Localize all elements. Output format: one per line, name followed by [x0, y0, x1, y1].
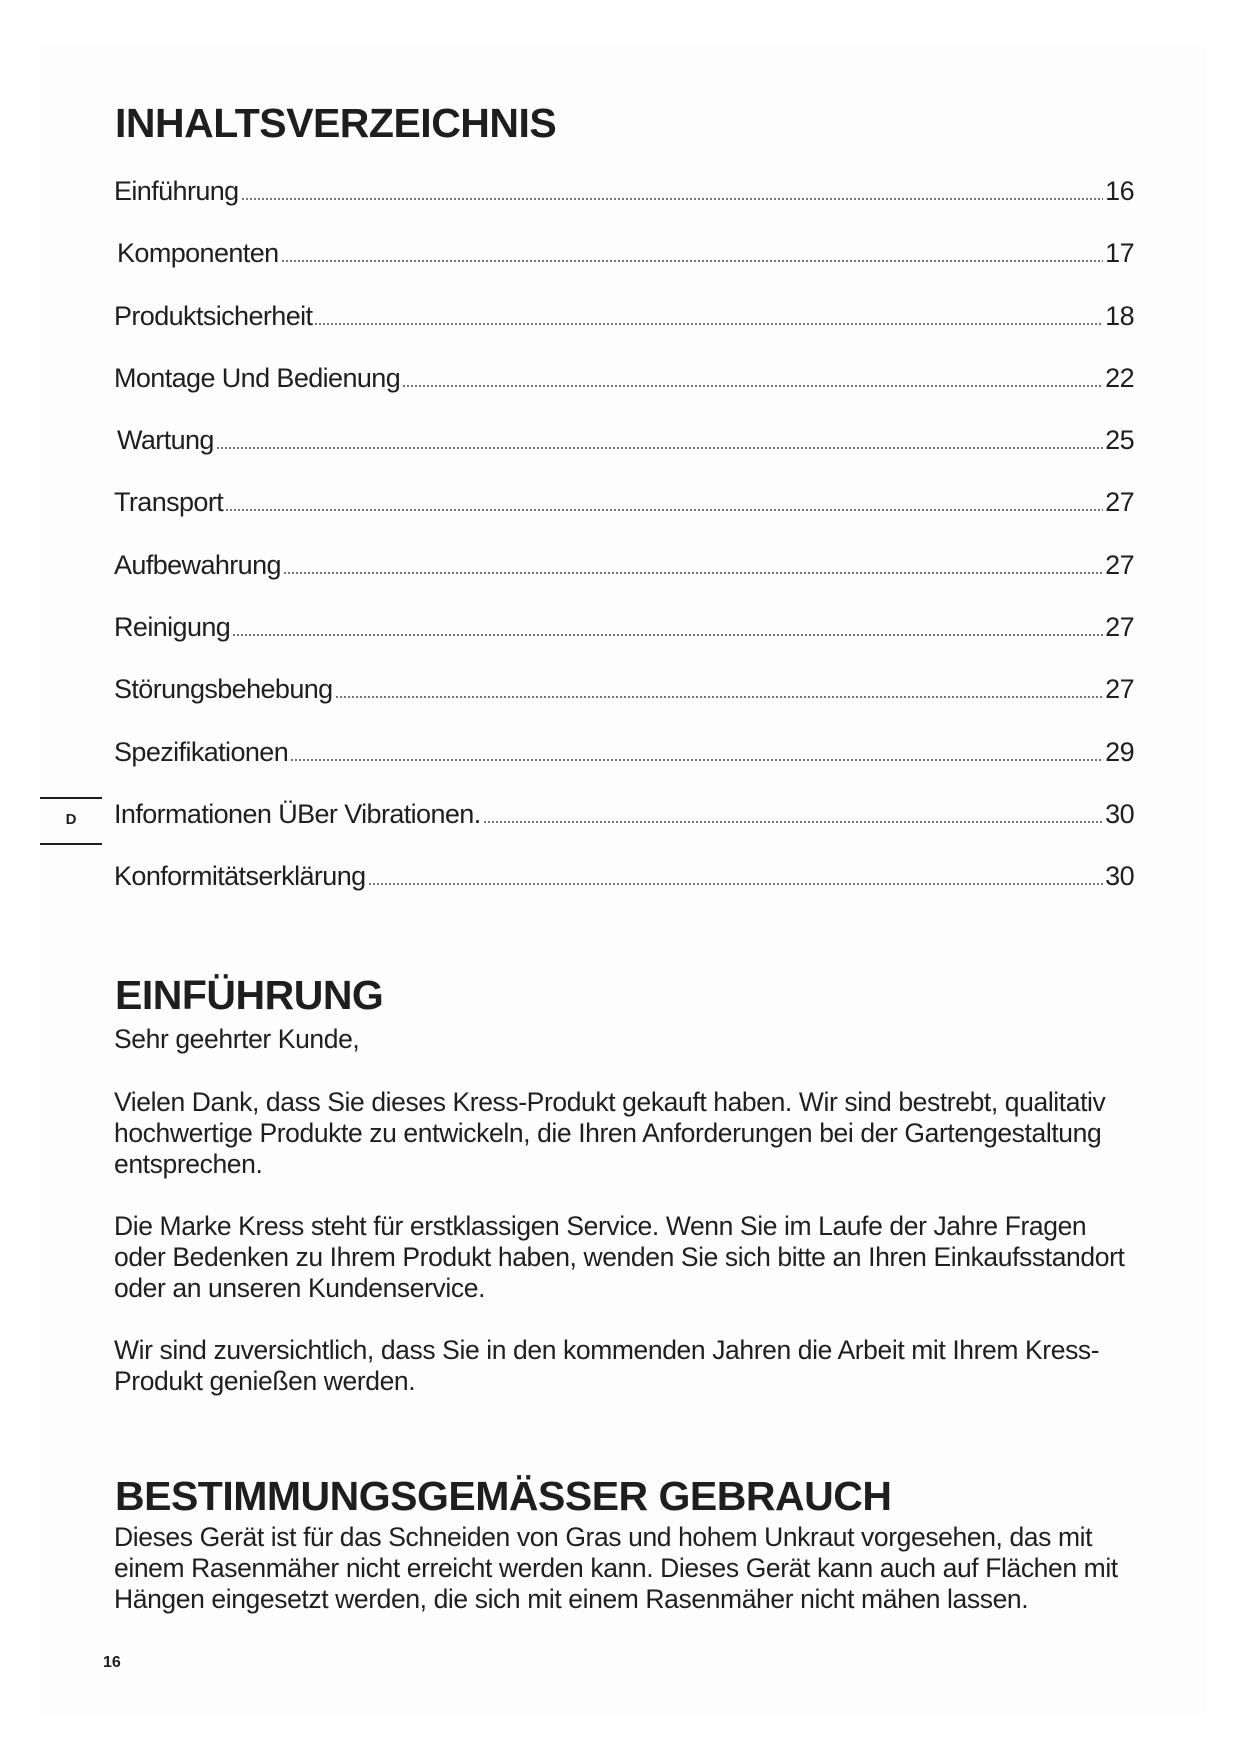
- toc-dot-leader: [335, 696, 1104, 698]
- toc-entry-vibrationen[interactable]: [114, 799, 1134, 861]
- toc-entry-label: Wartung: [117, 425, 214, 456]
- intro-paragraph: Die Marke Kress steht für erstklassigen Service. Wenn Sie im Laufe der Jahre Fragen oder Bedenken zu Ihrem Produkt haben, wenden Sie sich bitte an Ihren Einkaufsstandort oder an unseren Kundenservice.: [114, 1211, 1125, 1303]
- toc-entry-komponenten[interactable]: [114, 238, 1134, 300]
- toc-dot-leader: [225, 509, 1103, 511]
- intro-heading: EINFÜHRUNG: [115, 972, 384, 1018]
- toc-entry-page: 25: [1105, 425, 1134, 456]
- toc-dot-leader: [281, 260, 1104, 262]
- toc-entry-page: 16: [1105, 176, 1134, 206]
- toc-entry-page: 29: [1105, 736, 1134, 767]
- toc-entry-page: 18: [1105, 300, 1134, 331]
- toc-heading: INHALTSVERZEICHNIS: [115, 100, 557, 146]
- toc-entry-label: Transport: [114, 487, 224, 518]
- table-of-contents: [114, 176, 1134, 924]
- intended-use-paragraph: Dieses Gerät ist für das Schneiden von Gras und hohem Unkraut vorgesehen, das mit einem Rasenmäher nicht erreicht werden kann. Dieses Gerät kann auch auf Flächen mit Hängen eingesetzt werden, die sich mit einem Rasenmäher nicht mähen lassen.: [114, 1522, 1118, 1614]
- language-letter: D: [65, 811, 77, 828]
- toc-entry-page: 22: [1105, 362, 1134, 393]
- toc-dot-leader: [216, 447, 1103, 449]
- side-tab-rule: [40, 843, 102, 845]
- toc-dot-leader: [368, 883, 1104, 885]
- toc-entry-montage[interactable]: [114, 363, 1134, 425]
- intro-paragraph: Wir sind zuversichtlich, dass Sie in den kommenden Jahren die Arbeit mit Ihrem Kress-Produkt genießen werden.: [114, 1335, 1100, 1396]
- toc-entry-label: Störungsbehebung: [114, 674, 333, 705]
- toc-dot-leader: [232, 634, 1103, 636]
- toc-entry-label: Konformitätserklärung: [114, 861, 366, 892]
- toc-entry-page: 30: [1105, 798, 1134, 829]
- toc-entry-page: 27: [1105, 674, 1134, 705]
- toc-dot-leader: [283, 572, 1103, 574]
- toc-entry-aufbewahrung[interactable]: [114, 550, 1134, 612]
- toc-dot-leader: [314, 323, 1103, 325]
- toc-entry-label: Informationen ÜBer Vibrationen.: [114, 798, 481, 829]
- intended-use-heading: BESTIMMUNGSGEMÄSSER GEBRAUCH: [115, 1473, 892, 1519]
- toc-dot-leader: [402, 385, 1103, 387]
- language-side-tab: [40, 797, 102, 845]
- toc-entry-label: Aufbewahrung: [114, 549, 281, 580]
- toc-entry-konformitaetserklaerung[interactable]: [114, 861, 1134, 923]
- toc-entry-stoerungsbehebung[interactable]: [114, 674, 1134, 736]
- page-number: 16: [103, 1654, 121, 1671]
- toc-entry-spezifikationen[interactable]: [114, 737, 1134, 799]
- toc-dot-leader: [241, 198, 1104, 200]
- toc-entry-label: Einführung: [114, 176, 239, 206]
- toc-entry-label: Komponenten: [117, 238, 279, 269]
- toc-entry-page: 27: [1105, 549, 1134, 580]
- toc-entry-page: 30: [1105, 861, 1134, 892]
- toc-entry-page: 17: [1105, 238, 1134, 269]
- toc-entry-label: Spezifikationen: [114, 736, 289, 767]
- toc-entry-transport[interactable]: [114, 487, 1134, 549]
- toc-dot-leader: [483, 821, 1104, 823]
- toc-entry-page: 27: [1105, 612, 1134, 643]
- intro-greeting: Sehr geehrter Kunde,: [114, 1024, 360, 1054]
- toc-entry-label: Reinigung: [114, 612, 231, 643]
- side-tab-rule: [40, 797, 102, 799]
- intro-paragraph: Vielen Dank, dass Sie dieses Kress-Produkt gekauft haben. Wir sind bestrebt, qualitativ hochwertige Produkte zu entwickeln, die Ihren Anforderungen bei der Gartengestaltung entsprechen.: [114, 1087, 1106, 1179]
- toc-entry-einfuehrung[interactable]: [114, 176, 1134, 238]
- toc-entry-wartung[interactable]: [114, 425, 1134, 487]
- toc-entry-reinigung[interactable]: [114, 612, 1134, 674]
- toc-entry-label: Produktsicherheit: [114, 300, 313, 331]
- toc-dot-leader: [290, 759, 1103, 761]
- toc-entry-page: 27: [1105, 487, 1134, 518]
- toc-entry-produktsicherheit[interactable]: [114, 301, 1134, 363]
- toc-entry-label: Montage Und Bedienung: [114, 362, 401, 393]
